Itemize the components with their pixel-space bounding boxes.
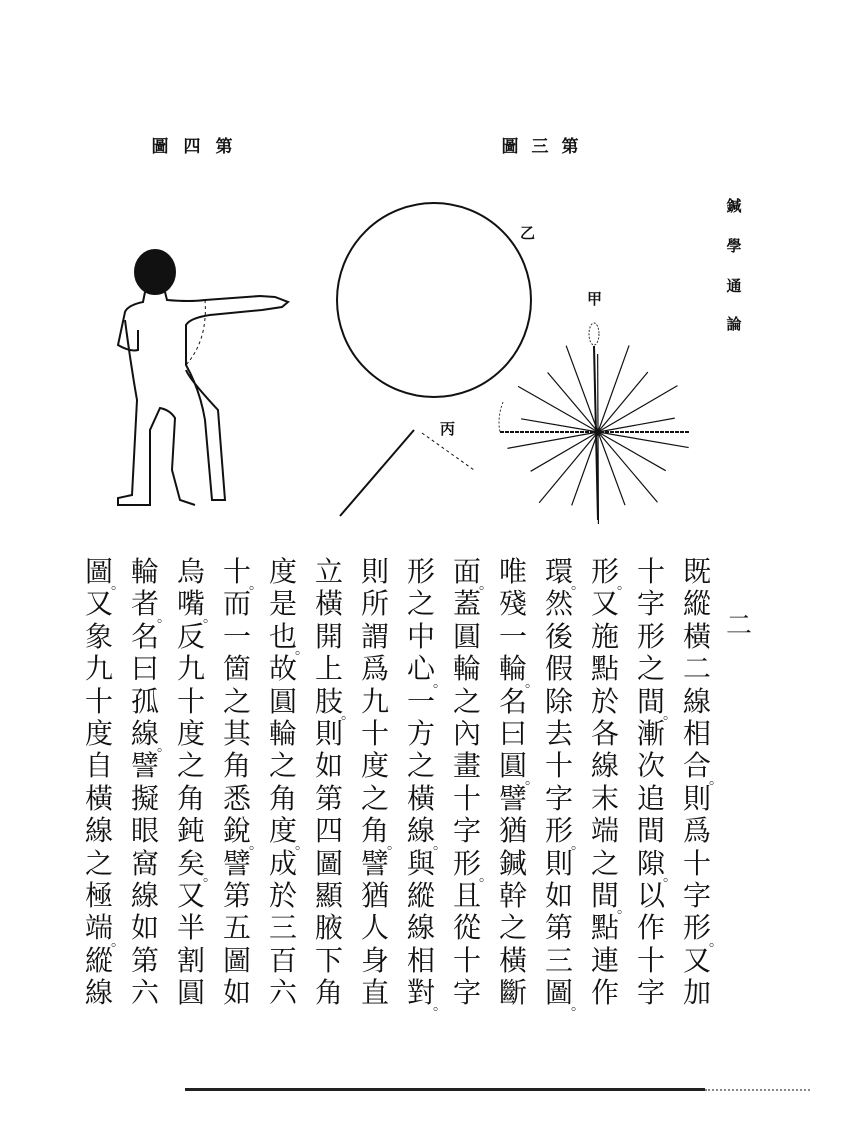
character: 六 <box>130 976 159 1010</box>
character: 謂 <box>360 619 389 653</box>
character: 線 <box>84 976 113 1010</box>
character: 顯 <box>314 878 343 912</box>
character: 又 <box>590 587 619 621</box>
character: 又 <box>176 878 205 912</box>
character: 縱 <box>406 878 435 912</box>
character: 形 <box>406 555 435 588</box>
character: 連 <box>590 943 619 977</box>
character: 中 <box>406 619 435 653</box>
character: 之 <box>176 749 205 783</box>
character: 九 <box>176 652 205 686</box>
character: 縱 <box>682 587 711 621</box>
character: 點 <box>590 652 619 686</box>
character: 鍼 <box>498 846 527 880</box>
radiating-line <box>598 372 648 432</box>
character: 度 。 <box>268 814 309 853</box>
punctuation-mark: 。 <box>709 933 723 950</box>
character: 圖 。 <box>544 976 585 1015</box>
character: 線 。 <box>130 716 171 756</box>
punctuation-mark: 。 <box>525 674 539 691</box>
character: 輪 <box>130 555 159 588</box>
character: 之 <box>406 587 435 621</box>
punctuation-mark: 。 <box>479 868 493 885</box>
character: 輪 。 <box>498 652 539 691</box>
punctuation-mark: 。 <box>157 609 171 626</box>
punctuation-mark: 。 <box>295 642 309 659</box>
character: 相 <box>682 716 711 750</box>
character: 度 <box>176 716 205 750</box>
character: 肢 。 <box>314 684 355 723</box>
character: 端 。 <box>84 911 125 950</box>
character: 腋 <box>314 911 343 945</box>
character: 之 <box>498 911 527 945</box>
character: 畫 <box>452 749 481 783</box>
character: 半 <box>176 911 205 945</box>
punctuation-mark: 。 <box>203 868 217 885</box>
illustrations <box>0 0 866 540</box>
text-column <box>174 555 217 1010</box>
character: 角 <box>222 749 251 783</box>
page-number: 二 <box>726 611 753 641</box>
character: 如 <box>314 749 343 783</box>
character: 十 <box>452 943 481 977</box>
character: 之 <box>590 846 619 880</box>
text-column <box>542 555 585 1015</box>
character: 於 <box>590 684 619 718</box>
character: 六 <box>268 976 297 1010</box>
character: 斷 <box>498 976 527 1010</box>
bottom-rule-faint <box>705 1089 810 1091</box>
character: 各 <box>590 716 619 750</box>
character: 則 <box>544 846 573 880</box>
punctuation-mark: 。 <box>479 577 493 594</box>
character: 橫 <box>406 781 435 815</box>
punctuation-mark: 。 <box>433 998 447 1015</box>
character: 三 <box>544 943 573 977</box>
character: 圓 <box>176 976 205 1010</box>
character: 與 <box>406 846 435 880</box>
character: 度 <box>268 555 297 588</box>
character: 故 <box>268 652 297 686</box>
character: 然 <box>544 587 573 621</box>
character: 加 <box>682 976 711 1010</box>
text-column <box>404 555 447 1015</box>
character: 作 <box>636 911 665 945</box>
punctuation-mark: 。 <box>111 577 125 594</box>
character: 之 <box>222 684 251 718</box>
text-column <box>266 555 309 1010</box>
character: 輪 <box>268 716 297 750</box>
punctuation-mark: 。 <box>663 706 677 723</box>
character: 之 <box>84 846 113 880</box>
punctuation-mark: 。 <box>617 901 631 918</box>
character: 點 <box>590 911 619 945</box>
character: 百 <box>268 943 297 977</box>
circle-diagram <box>337 203 531 397</box>
character: 下 <box>314 943 343 977</box>
character: 之 <box>360 781 389 815</box>
character: 立 <box>314 555 343 588</box>
character: 則 <box>360 555 389 588</box>
punctuation-mark: 。 <box>433 836 447 853</box>
character: 十 <box>84 684 113 718</box>
character: 矣 。 <box>176 846 217 885</box>
character: 既 <box>682 555 711 588</box>
character: 圖 。 <box>84 555 125 594</box>
character: 窩 <box>130 846 159 880</box>
text-column <box>588 555 631 1010</box>
character: 名 <box>130 619 159 653</box>
character: 追 <box>636 781 665 815</box>
margin-title-char: 鍼 <box>726 197 742 215</box>
punctuation-mark: 。 <box>249 577 263 594</box>
text-column <box>312 555 355 1010</box>
character: 四 <box>314 814 343 848</box>
radiating-line <box>566 346 598 432</box>
character: 蓋 <box>452 587 481 621</box>
character: 形 。 <box>590 555 631 594</box>
character: 末 <box>590 781 619 815</box>
margin-title-char: 通 <box>726 277 742 295</box>
character: 直 <box>360 976 389 1010</box>
character: 圖 <box>222 943 251 977</box>
character: 施 <box>590 619 619 653</box>
character: 方 <box>406 716 435 750</box>
character: 之 <box>268 749 297 783</box>
character: 橫 <box>682 619 711 653</box>
figure-3-heading-char: 三 <box>531 137 549 157</box>
human-figure-illustration <box>118 250 288 505</box>
figure-4-heading-char: 四 <box>183 137 201 157</box>
character: 十 <box>360 716 389 750</box>
character: 第 <box>314 781 343 815</box>
punctuation-mark: 。 <box>571 836 585 853</box>
radiating-line <box>539 432 598 503</box>
character: 次 <box>636 749 665 783</box>
radiating-line <box>598 432 657 502</box>
character: 線 <box>682 684 711 718</box>
character: 之 <box>406 749 435 783</box>
needle-head-icon <box>589 323 599 345</box>
character: 如 <box>130 911 159 945</box>
character: 三 <box>268 911 297 945</box>
character: 後 <box>544 619 573 653</box>
character: 曰 <box>130 652 159 686</box>
character: 象 <box>84 619 113 653</box>
character: 銳 。 <box>222 814 263 853</box>
character: 其 <box>222 716 251 750</box>
character: 爲 <box>682 814 711 848</box>
text-column <box>128 555 171 1010</box>
label-yi: 乙 <box>520 224 536 242</box>
character: 孤 <box>130 684 159 718</box>
character: 二 <box>682 652 711 686</box>
character: 假 <box>544 652 573 686</box>
character: 譬 <box>130 749 159 783</box>
character: 度 <box>360 749 389 783</box>
character: 譬 <box>498 781 527 815</box>
character: 圓 <box>268 684 297 718</box>
punctuation-mark: 。 <box>571 998 585 1015</box>
character: 又 <box>682 943 711 977</box>
character: 者 。 <box>130 587 171 626</box>
punctuation-mark: 。 <box>571 577 585 594</box>
punctuation-mark: 。 <box>157 739 171 756</box>
character: 十 <box>682 846 711 880</box>
character: 度 <box>84 716 113 750</box>
bottom-rule <box>185 1088 705 1091</box>
character: 橫 <box>498 943 527 977</box>
character: 隙 。 <box>636 846 677 885</box>
character: 相 <box>406 943 435 977</box>
character: 線 <box>406 911 435 945</box>
punctuation-mark: 。 <box>709 771 723 788</box>
character: 字 <box>636 976 665 1010</box>
character: 割 <box>176 943 205 977</box>
character: 內 <box>452 716 481 750</box>
label-bing: 丙 <box>440 420 456 438</box>
character: 五 <box>222 911 251 945</box>
character: 線 <box>84 814 113 848</box>
character: 除 <box>544 684 573 718</box>
character: 所 <box>360 587 389 621</box>
character: 也 。 <box>268 619 309 659</box>
character: 十 。 <box>222 555 263 594</box>
character: 且 <box>452 878 481 912</box>
punctuation-mark: 。 <box>295 836 309 853</box>
character: 悉 <box>222 781 251 815</box>
character: 圓 。 <box>498 749 539 788</box>
label-jia: 甲 <box>587 290 603 308</box>
character: 從 <box>452 911 481 945</box>
character: 則 <box>314 716 343 750</box>
character: 十 <box>176 684 205 718</box>
character: 間 。 <box>636 684 677 723</box>
character: 擬 <box>130 781 159 815</box>
character: 如 <box>544 878 573 912</box>
character: 作 <box>590 976 619 1010</box>
character: 反 <box>176 619 205 653</box>
punctuation-mark: 。 <box>525 771 539 788</box>
text-column <box>358 555 401 1010</box>
character: 圖 <box>314 846 343 880</box>
character: 字 <box>682 878 711 912</box>
character: 線 <box>130 878 159 912</box>
text-column <box>680 555 723 1010</box>
character: 又 <box>84 587 113 621</box>
character: 一 <box>222 619 251 653</box>
character: 形 <box>636 619 665 653</box>
character: 橫 <box>314 587 343 621</box>
character: 極 <box>84 878 113 912</box>
character: 九 <box>360 684 389 718</box>
character: 爲 <box>360 652 389 686</box>
character: 之 <box>452 684 481 718</box>
radiating-line <box>572 432 598 505</box>
character: 猶 <box>498 814 527 848</box>
character: 角 <box>314 976 343 1010</box>
punctuation-mark: 。 <box>663 868 677 885</box>
punctuation-mark: 。 <box>433 674 447 691</box>
character: 是 <box>268 587 297 621</box>
margin-title-char: 學 <box>726 237 742 255</box>
character: 面 。 <box>452 555 493 594</box>
character: 字 <box>636 587 665 621</box>
text-column <box>450 555 493 1010</box>
character: 形 。 <box>544 814 585 853</box>
character: 對 。 <box>406 976 447 1015</box>
punctuation-mark: 。 <box>617 577 631 594</box>
character: 第 <box>544 911 573 945</box>
character: 眼 <box>130 814 159 848</box>
figure-3-heading-char: 第 <box>561 137 579 157</box>
character: 間 <box>636 814 665 848</box>
character: 形 。 <box>682 911 723 950</box>
character: 而 <box>222 587 251 621</box>
radiating-line <box>598 432 625 505</box>
character: 名 <box>498 684 527 718</box>
character: 漸 <box>636 716 665 750</box>
punctuation-mark: 。 <box>387 836 401 853</box>
character: 於 <box>268 878 297 912</box>
character: 輪 <box>452 652 481 686</box>
character: 九 <box>84 652 113 686</box>
character: 嘴 。 <box>176 587 217 626</box>
character: 角 <box>176 781 205 815</box>
character: 縱 <box>84 943 113 977</box>
character: 身 <box>360 943 389 977</box>
angle-diagram <box>340 430 474 516</box>
character: 字 <box>452 976 481 1010</box>
character: 十 <box>636 555 665 588</box>
character: 上 <box>314 652 343 686</box>
character: 如 <box>222 976 251 1010</box>
character: 一 <box>406 684 435 718</box>
punctuation-mark: 。 <box>341 706 355 723</box>
character: 箇 <box>222 652 251 686</box>
character: 角 。 <box>360 814 401 853</box>
character: 字 <box>544 781 573 815</box>
character: 線 <box>590 749 619 783</box>
character: 心 。 <box>406 652 447 691</box>
figure-3-heading-char: 圖 <box>501 137 519 157</box>
character: 曰 <box>498 716 527 750</box>
character: 線 。 <box>406 814 447 853</box>
radiating-line <box>598 345 629 432</box>
character: 角 <box>268 781 297 815</box>
figure-4-heading-char: 第 <box>215 137 233 157</box>
radiating-line <box>548 372 598 432</box>
character: 合 。 <box>682 749 723 788</box>
margin-title-char: 論 <box>726 315 742 333</box>
character: 幹 <box>498 878 527 912</box>
character: 十 <box>544 749 573 783</box>
text-column <box>220 555 263 1010</box>
character: 殘 <box>498 587 527 621</box>
character: 烏 <box>176 555 205 588</box>
character: 則 <box>682 781 711 815</box>
character: 端 <box>590 814 619 848</box>
character: 之 <box>636 652 665 686</box>
character: 去 <box>544 716 573 750</box>
character: 第 <box>130 943 159 977</box>
character: 十 <box>452 781 481 815</box>
character: 第 <box>222 878 251 912</box>
text-column <box>634 555 677 1010</box>
character: 形 。 <box>452 846 493 885</box>
text-column <box>82 555 125 1010</box>
character: 環 。 <box>544 555 585 594</box>
character: 成 <box>268 846 297 880</box>
character: 以 <box>636 878 665 912</box>
character: 間 。 <box>590 878 631 918</box>
character: 開 <box>314 619 343 653</box>
character: 橫 <box>84 781 113 815</box>
punctuation-mark: 。 <box>249 836 263 853</box>
character: 自 <box>84 749 113 783</box>
character: 猶 <box>360 878 389 912</box>
character: 十 <box>636 943 665 977</box>
character: 譬 <box>360 846 389 880</box>
punctuation-mark: 。 <box>203 609 217 626</box>
character: 鈍 <box>176 814 205 848</box>
character: 譬 <box>222 846 251 880</box>
character: 唯 <box>498 555 527 588</box>
character: 圓 <box>452 619 481 653</box>
text-column <box>496 555 539 1010</box>
character: 一 <box>498 619 527 653</box>
character: 字 <box>452 814 481 848</box>
figure-4-heading-char: 圖 <box>151 137 169 157</box>
punctuation-mark: 。 <box>111 933 125 950</box>
character: 人 <box>360 911 389 945</box>
